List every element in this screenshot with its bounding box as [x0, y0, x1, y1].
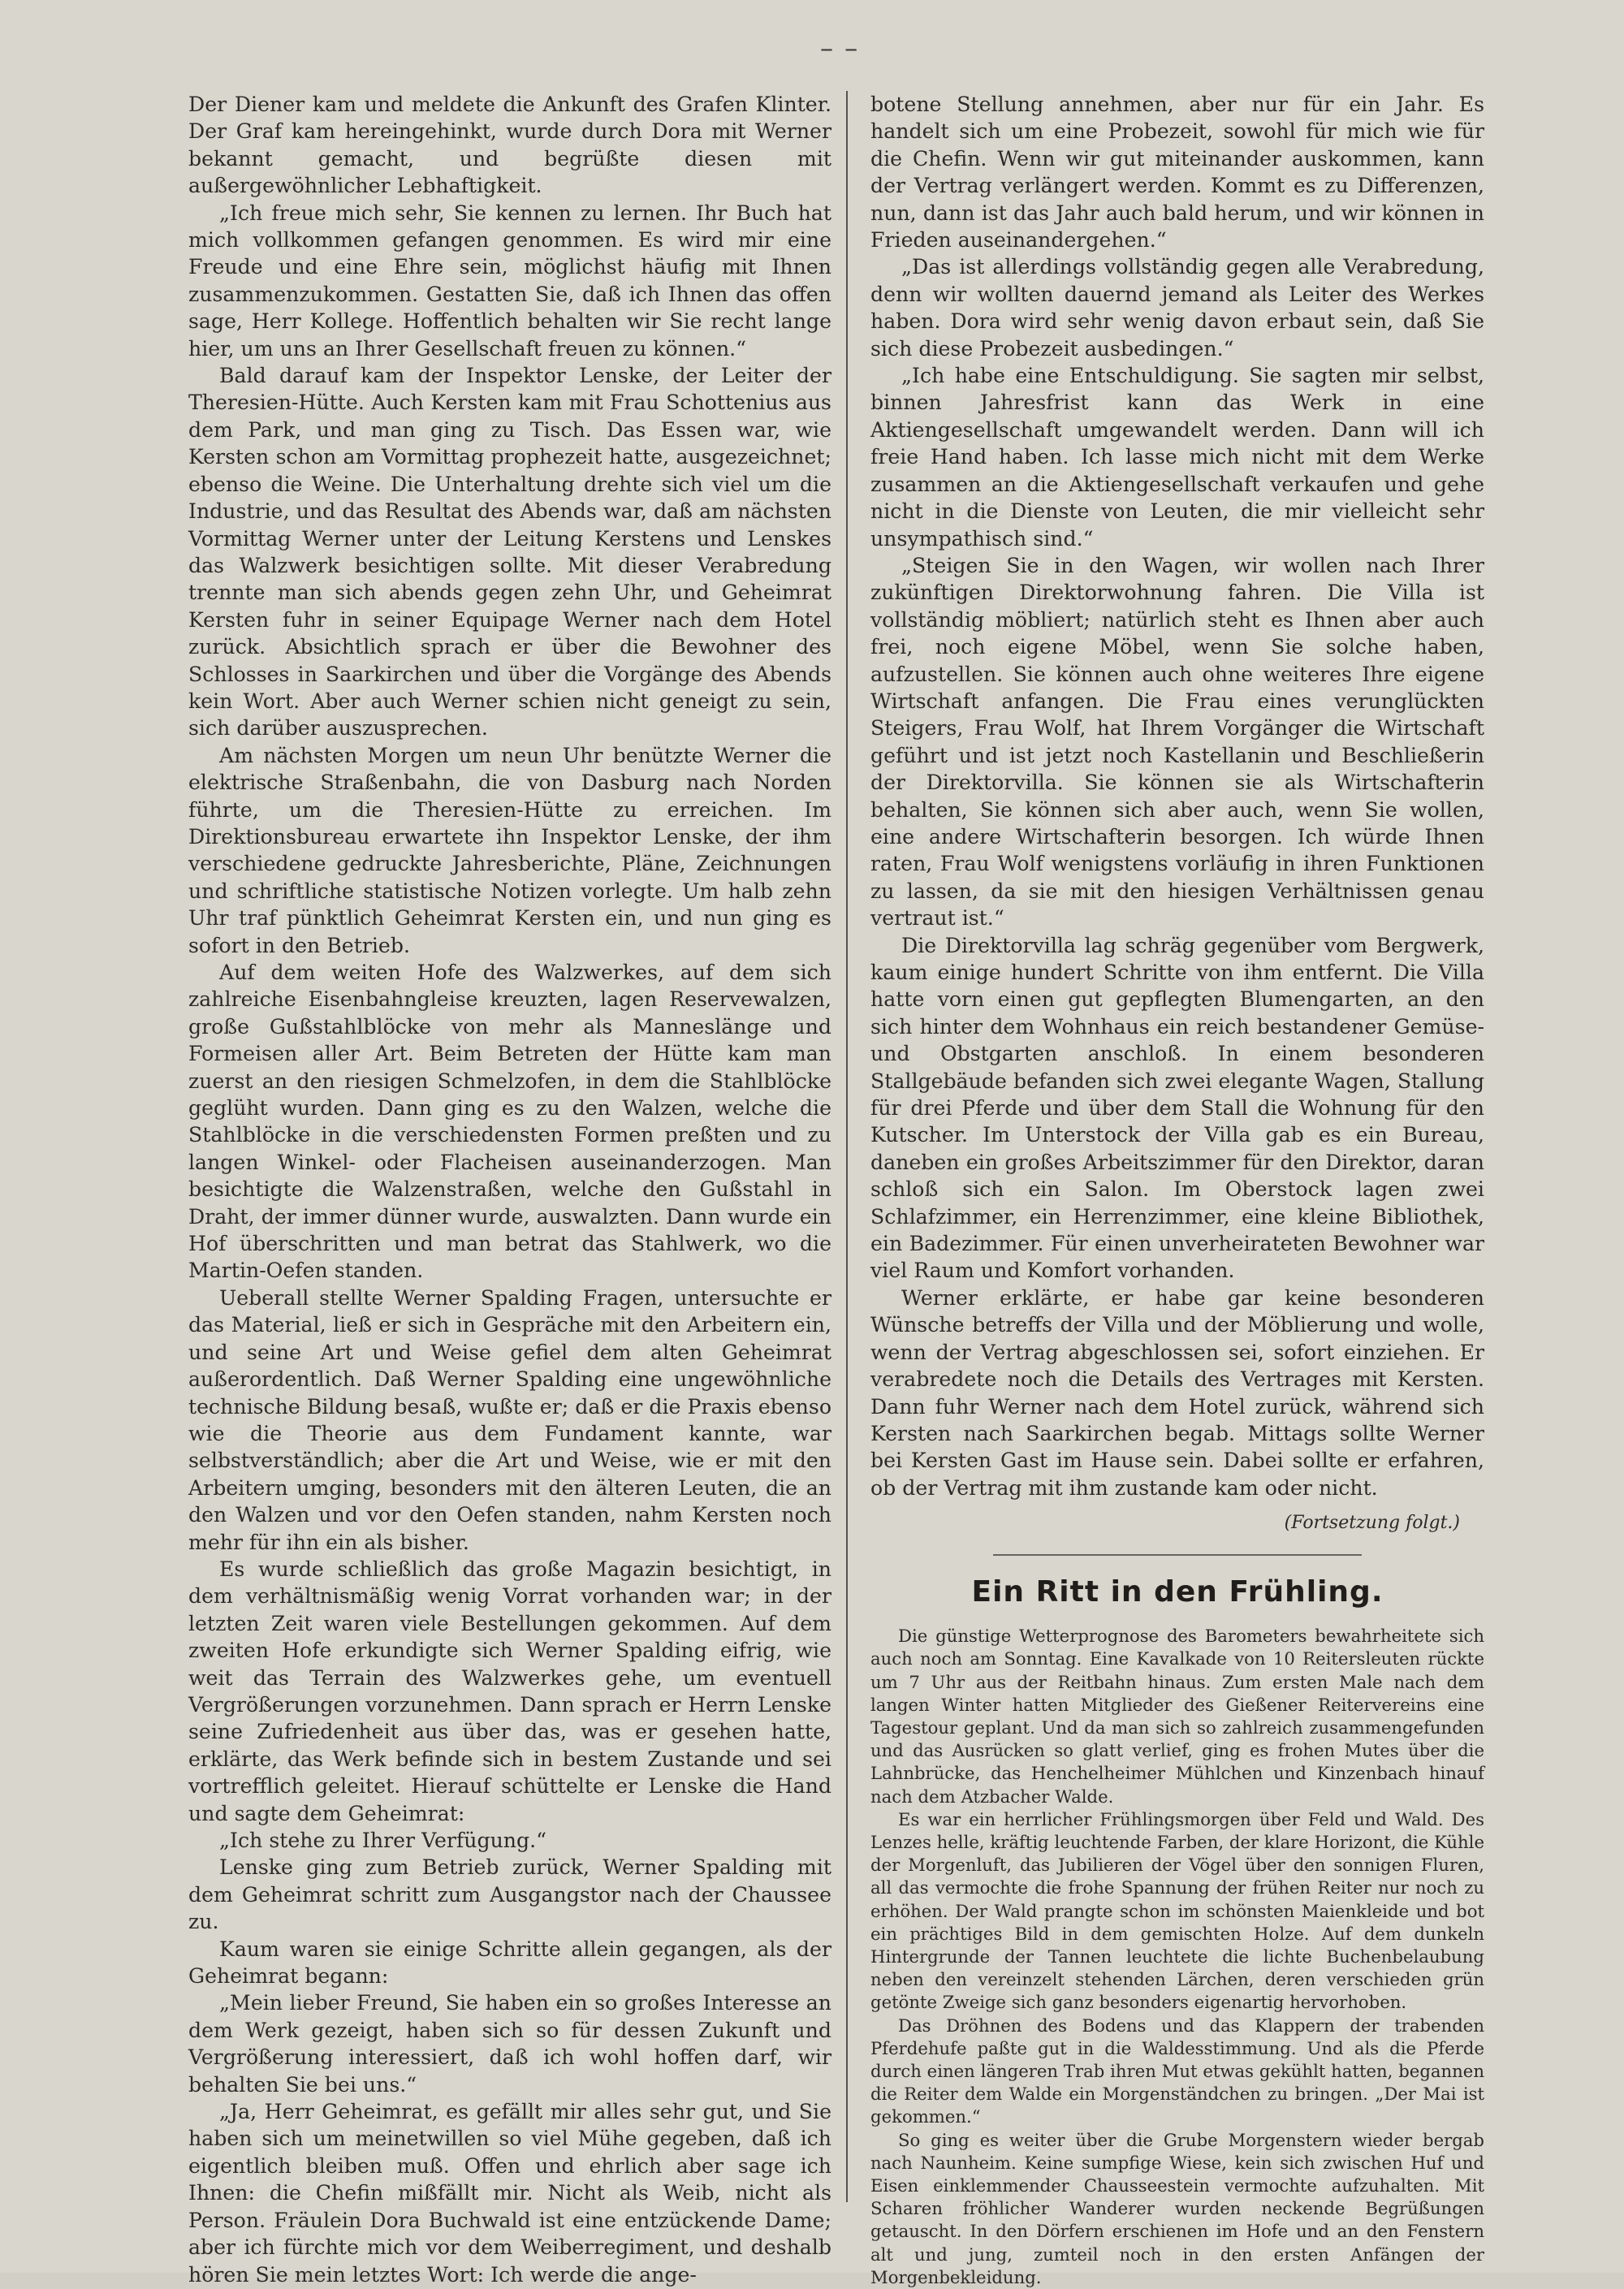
story-headline: Ein Ritt in den Frühling.: [971, 1575, 1384, 1609]
paragraph: botene Stellung annehmen, aber nur für ein Jahr. Es handelt sich um eine Probezeit, sowohl für mich wie für die Chefin. Wenn wir gut miteinander auskommen, kann der Vertrag verlängert werden. Kommt es zu Differenzen, nun, dann ist das Jahr auch bald herum, und wir können in Frieden auseinandergehen.“: [870, 93, 1484, 253]
continued-note: (Fortsetzung folgt.): [1284, 1513, 1460, 1534]
section-divider: [993, 1554, 1362, 1556]
page-number-mark: – –: [820, 32, 860, 63]
paragraph: Die Direktorvilla lag schräg gegenüber vom Bergwerk, kaum einige hundert Schritte von ihm entfernt. Die Villa hatte vorn einen gut gepflegten Blumengarten, an den sich hinter dem Wohnhaus ein reich bestandener Gemüse- und Obstgarten anschloß. In einem besonderen Stallgebäude befanden sich zwei elegante Wagen, Stallung für drei Pferde und über dem Stall die Wohnung für den Kutscher. Im Unterstock der Villa gab es ein Bureau, daneben ein großes Arbeitszimmer für den Direktor, daran schloß sich ein Salon. Im Oberstock lagen zwei Schlafzimmer, ein Herrenzimmer, eine kleine Bibliothek, ein Badezimmer. Für einen unverheirateten Bewohner war viel Raum und Komfort vorhanden.: [870, 933, 1484, 1283]
right-column: [862, 91, 1484, 2287]
left-column: [188, 91, 840, 2287]
paragraph: Am nächsten Morgen um neun Uhr benützte Werner die elektrische Straßenbahn, die von Dasburg nach Norden führte, um die Theresien-Hütte zu erreichen. Im Direktionsbureau erwartete ihn Inspektor Lenske, der ihm verschiedene gedruckte Jahresberichte, Pläne, Zeichnungen und schriftliche statistische Notizen vorlegte. Um halb zehn Uhr traf pünktlich Geheimrat Kersten ein, und nun ging es sofort in den Betrieb.: [188, 743, 831, 957]
paragraph: Lenske ging zum Betrieb zurück, Werner Spalding mit dem Geheimrat schritt zum Ausgangstor nach der Chaussee zu.: [188, 1855, 831, 1934]
story-section: [870, 1575, 1484, 2289]
paragraph: „Steigen Sie in den Wagen, wir wollen nach Ihrer zukünftigen Direktorwohnung fahren. Die Villa ist vollständig möbliert; natürlich steht es Ihnen aber auch frei, noch eigene Möbel, wenn Sie solche haben, aufzustellen. Sie können auch ohne weiteres Ihre eigene Wirtschaft anfangen. Die Frau eines verunglückten Steigers, Frau Wolf, hat Ihrem Vorgänger die Wirtschaft geführt und ist jetzt noch Kastellanin und Beschließerin der Direktorvilla. Sie können sie als Wirtschafterin behalten, Sie können sich aber auch, wenn Sie wollen, eine andere Wirtschafterin besorgen. Ich würde Ihnen raten, Frau Wolf wenigstens vorläufig in ihren Funktionen zu lassen, da sie mit den hiesigen Verhältnissen genau vertraut ist.“: [870, 553, 1484, 931]
paragraph: „Ja, Herr Geheimrat, es gefällt mir alles sehr gut, und Sie haben sich um meinetwillen so viel Mühe gegeben, daß ich eigentlich bleiben muß. Offen und ehrlich aber sage ich Ihnen: die Chefin mißfällt mir. Nicht als Weib, nicht als Person. Fräulein Dora Buchwald ist eine entzückende Dame; aber ich fürchte mich vor dem Weiberregiment, und deshalb hören Sie mein letztes Wort: Ich werde die ange-: [188, 2100, 831, 2287]
paragraph: Werner erklärte, er habe gar keine besonderen Wünsche betreffs der Villa und der Möblierung und wolle, wenn der Vertrag abgeschlossen sei, sofort einziehen. Er verabredete noch die Details des Vertrages mit Kersten. Dann fuhr Werner nach dem Hotel zurück, während sich Kersten nach Saarkirchen begab. Mittags sollte Werner bei Kersten Gast im Hause sein. Dabei sollte er erfahren, ob der Vertrag mit ihm zustande kam oder nicht.: [870, 1285, 1484, 1500]
paragraph: Ueberall stellte Werner Spalding Fragen, untersuchte er das Material, ließ er sich in Gespräche mit den Arbeitern ein, und seine Art und Weise gefiel dem alten Geheimrat außerordentlich. Daß Werner Spalding eine ungewöhnliche technische Bildung besaß, wußte er; daß er die Praxis ebenso wie die Theorie aus dem Fundament kannte, war selbstverständlich; aber die Art und Weise, wie er mit den Arbeitern umging, besonders mit den älteren Leuten, die an den Walzen und vor den Oefen standen, nahm Kersten noch mehr für ihn ein als bisher.: [188, 1285, 831, 1554]
story-paragraph: Es war ein herrlicher Frühlingsmorgen über Feld und Wald. Des Lenzes helle, kräftig leuchtende Farben, der klare Horizont, die Kühle der Morgenluft, das Jubilieren der Vögel über den sonnigen Fluren, all das vermochte die frohe Spannung der frühen Reiter nur noch zu erhöhen. Der Wald prangte schon im schönsten Maienkleide und bot ein prächtiges Bild in dem gemischten Holze. Auf dem dunkeln Hintergrunde der Tannen leuchtete die lichte Buchenbelaubung neben den vereinzelt stehenden Lärchen, deren verschieden grün getönte Zweige sich ganz besonders eigenartig hervorhoben.: [870, 1808, 1484, 2013]
story-paragraph: Die günstige Wetterprognose des Barometers bewahrheitete sich auch noch am Sonntag. Eine Kavalkade von 10 Reitersleuten rückte um 7 Uhr aus der Reitbahn hinaus. Zum ersten Male nach dem langen Winter hatten Mitglieder des Gießener Reitervereins eine Tagestour geplant. Und da man sich so zahlreich zusammengefunden und das Ausrücken so glatt verlief, ging es frohen Mutes über die Lahnbrücke, das Henchelheimer Mühlchen und Kinzenbach hinauf nach dem Atzbacher Walde.: [870, 1626, 1484, 1807]
paragraph: Auf dem weiten Hofe des Walzwerkes, auf dem sich zahlreiche Eisenbahngleise kreuzten, lagen Reservewalzen, große Gußstahlblöcke von mehr als Manneslänge und Formeisen aller Art. Beim Betreten der Hütte kam man zuerst an den riesigen Schmelzofen, in dem die Stahlblöcke geglüht wurden. Dann ging es zu den Walzen, welche die Stahlblöcke in die verschiedensten Formen preßten und zu langen Winkel- oder Flacheisen auseinanderzogen. Man besichtigte die Walzenstraßen, welche den Gußstahl in Draht, der immer dünner wurde, auswalzten. Dann wurde ein Hof überschritten und man betrat das Stahlwerk, wo die Martin-Oefen standen.: [188, 961, 831, 1283]
paragraph: „Mein lieber Freund, Sie haben ein so großes Interesse an dem Werk gezeigt, haben sich so für dessen Zukunft und Vergrößerung interessiert, daß ich wohl hoffen darf, wir behalten Sie bei uns.“: [188, 1991, 831, 2097]
paragraph: „Ich habe eine Entschuldigung. Sie sagten mir selbst, binnen Jahresfrist kann das Werk in eine Aktiengesellschaft umgewandelt werden. Dann will ich freie Hand haben. Ich lasse mich nicht mit dem Werke zusammen an die Aktiengesellschaft verkaufen und gehe nicht in die Dienste von Leuten, die mir vielleicht sehr unsympathisch sind.“: [870, 364, 1484, 551]
paragraph: Kaum waren sie einige Schritte allein gegangen, als der Geheimrat begann:: [188, 1937, 831, 1989]
paragraph: „Ich stehe zu Ihrer Verfügung.“: [219, 1829, 547, 1852]
column-rule: [846, 91, 848, 2202]
paragraph: Es wurde schließlich das große Magazin besichtigt, in dem verhältnismäßig wenig Vorrat vorhanden war; in der letzten Zeit waren viele Bestellungen gekommen. Auf dem zweiten Hofe erkundigte sich Werner Spalding eifrig, wie weit das Terrain des Walzwerkes gehe, um eventuell Vergrößerungen vorzunehmen. Dann sprach er Herrn Lenske seine Zufriedenheit aus über das, was er gesehen hatte, erklärte, das Werk befinde sich in bestem Zustande und sei vortrefflich geleitet. Hierauf schüttelte er Lenske die Hand und sagte dem Geheimrat:: [188, 1557, 831, 1825]
paragraph: Der Diener kam und meldete die Ankunft des Grafen Klinter. Der Graf kam hereingehinkt, wurde durch Dora mit Werner bekannt gemacht, und begrüßte diesen mit außergewöhnlicher Lebhaftigkeit.: [188, 93, 831, 198]
paragraph: „Das ist allerdings vollständig gegen alle Verabredung, denn wir wollten dauernd jemand als Leiter des Werkes haben. Dora wird sehr wenig davon erbaut sein, daß Sie sich diese Probezeit ausbedingen.“: [870, 255, 1484, 361]
paragraph: „Ich freue mich sehr, Sie kennen zu lernen. Ihr Buch hat mich vollkommen gefangen genommen. Es wird mir eine Freude und eine Ehre sein, möglichst häufig mit Ihnen zusammenzukommen. Gestatten Sie, daß ich Ihnen das offen sage, Herr Kollege. Hoffentlich behalten wir Sie recht lange hier, um uns an Ihrer Gesellschaft freuen zu können.“: [188, 201, 831, 361]
paragraph: Bald darauf kam der Inspektor Lenske, der Leiter der Theresien-Hütte. Auch Kersten kam mit Frau Schottenius aus dem Park, und man ging zu Tisch. Das Essen war, wie Kersten schon am Vormittag prophezeit hatte, ausgezeichnet; ebenso die Weine. Die Unterhaltung drehte sich viel um die Industrie, und das Resultat des Abends war, daß am nächsten Vormittag Werner unter der Leitung Kerstens und Lenskes das Walzwerk besichtigen sollte. Mit dieser Verabredung trennte man sich abends gegen zehn Uhr, und Geheimrat Kersten fuhr in seiner Equipage Werner nach dem Hotel zurück. Absichtlich sprach er über die Bewohner des Schlosses in Saarkirchen und über die Vorgänge des Abends kein Wort. Aber auch Werner schien nicht geneigt zu sein, sich darüber auszusprechen.: [188, 364, 831, 741]
story-paragraph: Das Dröhnen des Bodens und das Klappern der trabenden Pferdehufe paßte gut in die Waldesstimmung. Und als die Pferde durch einen längeren Trab ihren Mut etwas gekühlt hatten, begannen die Reiter dem Walde ein Morgenständchen zu bringen. „Der Mai ist gekommen.“: [870, 2015, 1484, 2127]
story-paragraph: So ging es weiter über die Grube Morgenstern wieder bergab nach Naunheim. Keine sumpfige Wiese, kein sich zwischen Huf und Eisen einklemmender Chausseestein vermochte aufzuhalten. Mit Scharen fröhlicher Wanderer wurden neckende Begrüßungen getauscht. In den Dörfern erschienen im Hofe und an den Fenstern alt und jung, zumteil noch in den ersten Anfängen der Morgenbekleidung.: [870, 2129, 1484, 2287]
